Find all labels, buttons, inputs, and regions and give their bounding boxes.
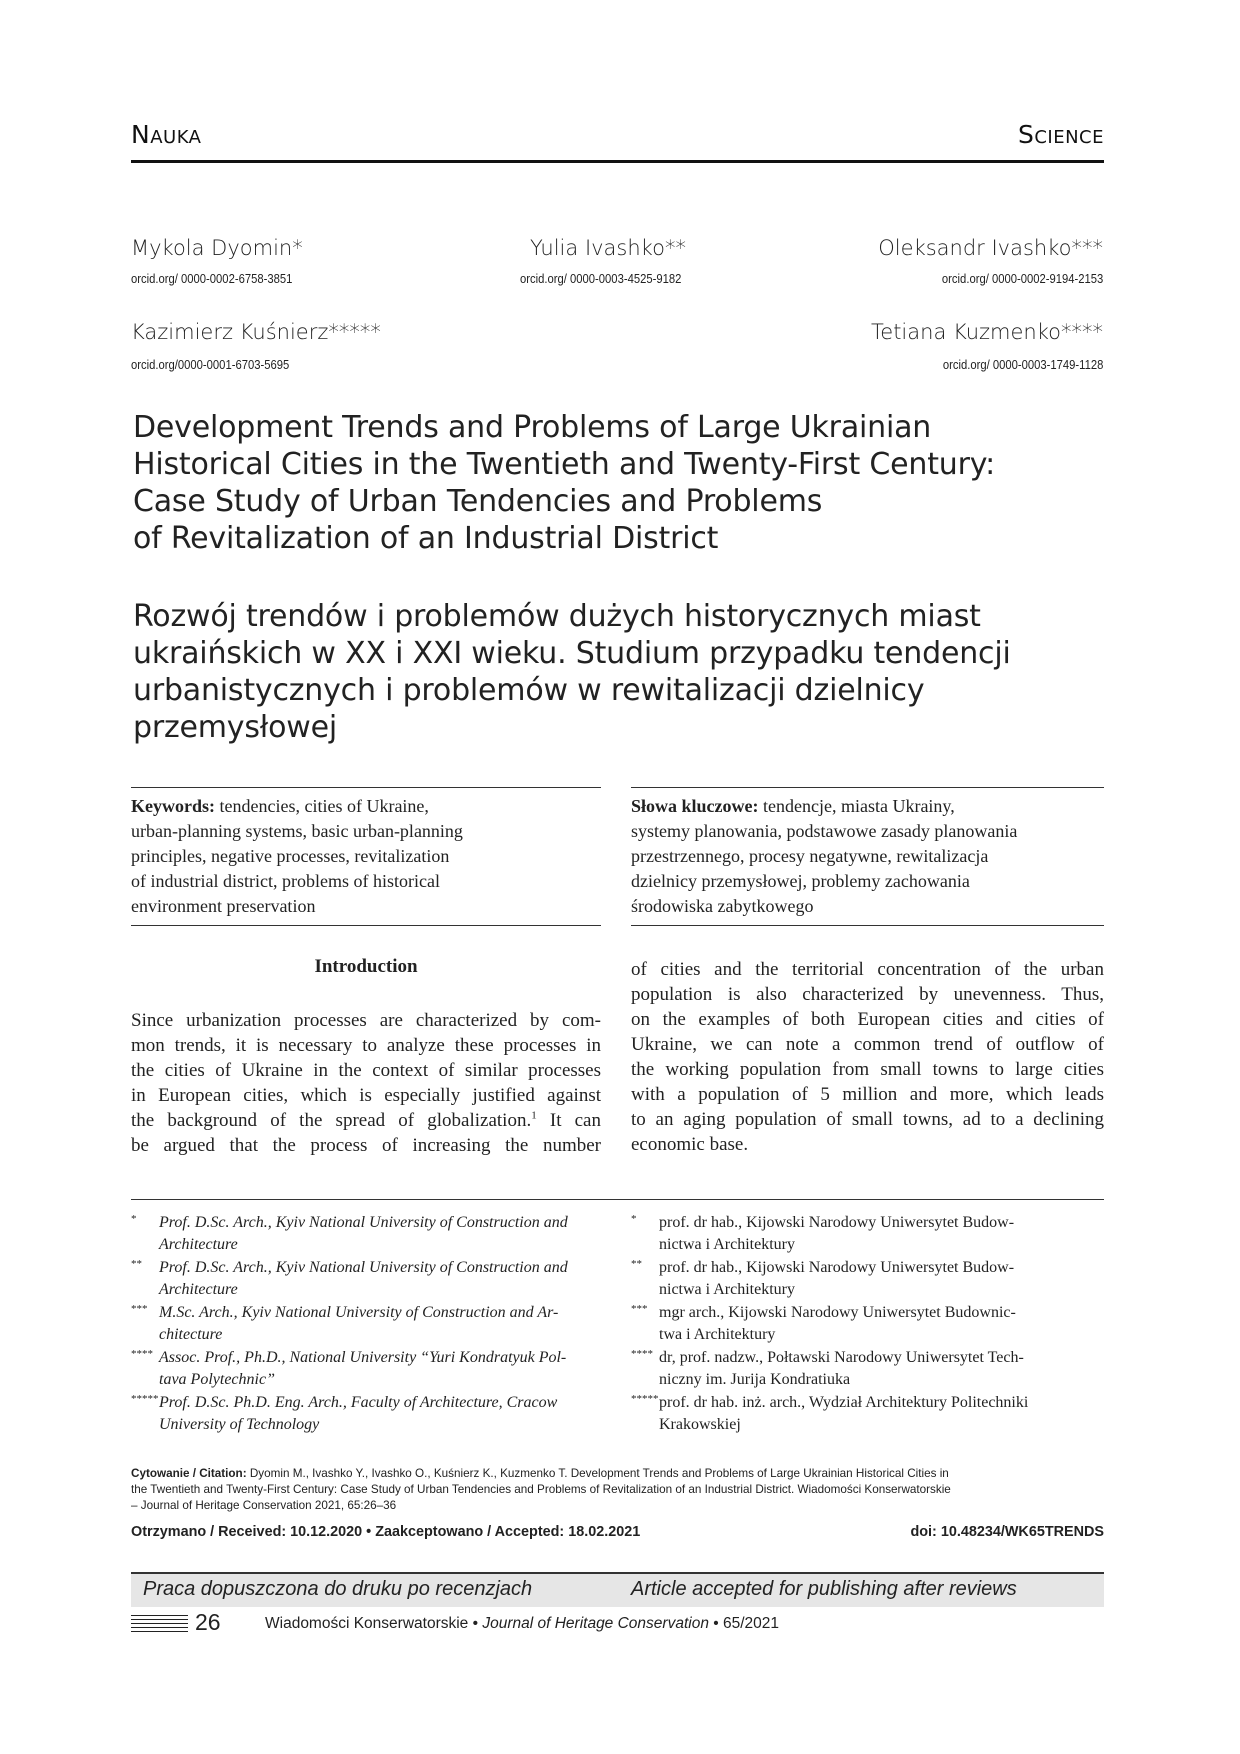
body-line: the working population from small towns to large cities xyxy=(631,1059,1104,1080)
doi-link[interactable]: doi: 10.48234/WK65TRENDS xyxy=(910,1524,1104,1540)
footnotes-rule xyxy=(131,1199,1104,1200)
keywords-pl xyxy=(631,794,1104,919)
body-line: mon trends, it is necessary to analyze these processes in xyxy=(131,1035,601,1056)
footnote-line: twa i Architektury xyxy=(659,1326,776,1343)
keywords-line: systemy planowania, podstawowe zasady planowania xyxy=(631,821,1018,841)
body-line xyxy=(131,1108,601,1133)
keywords-line: przestrzennego, procesy negatywne, rewitalizacja xyxy=(631,846,989,866)
body-line: with a population of 5 million and more, which leads xyxy=(631,1084,1104,1105)
author-orcid[interactable]: orcid.org/ 0000-0003-4525-9182 xyxy=(520,272,682,286)
section-label-left: Nauka xyxy=(131,120,202,149)
title-line: przemysłowej xyxy=(133,710,337,745)
footnote-line: prof. dr hab., Kijowski Narodowy Uniwersytet Budow- xyxy=(659,1214,1015,1231)
footnote-line: Prof. D.Sc. Ph.D. Eng. Arch., Faculty of Architecture, Cracow xyxy=(159,1394,558,1411)
header-rule xyxy=(131,160,1104,163)
body-line: in European cities, which is especially justified against xyxy=(131,1085,601,1106)
footnote-mark: **** xyxy=(131,1348,153,1360)
body-column-left xyxy=(131,1008,601,1158)
footnote-mark: *** xyxy=(131,1303,148,1315)
author-name: Oleksandr Ivashko*** xyxy=(878,236,1103,260)
footnote-mark: ** xyxy=(131,1258,142,1270)
keywords-rule-bottom xyxy=(631,925,1104,926)
footnote xyxy=(131,1212,601,1256)
keywords-line xyxy=(131,794,601,819)
citation-text: Dyomin M., Ivashko Y., Ivashko O., Kuśnierz K., Kuzmenko T. Development Trends and Problems of Large Ukrainian Historical Cities in xyxy=(246,1467,949,1480)
keywords-line: environment preservation xyxy=(131,896,316,916)
footnotes-pl xyxy=(631,1212,1104,1442)
body-line: the cities of Ukraine in the context of similar processes xyxy=(131,1060,601,1081)
citation xyxy=(131,1466,1106,1514)
keywords-rule-top xyxy=(631,787,1104,788)
footnote-mark: * xyxy=(631,1213,637,1225)
body-line: population is also characterized by unevenness. Thus, xyxy=(631,984,1104,1005)
keywords-label: Keywords: xyxy=(131,796,215,816)
footnote xyxy=(631,1212,1104,1256)
footnote-line: chitecture xyxy=(159,1326,223,1343)
title-line: ukraińskich w XX i XXI wieku. Studium przypadku tendencji xyxy=(133,636,1011,671)
footnote-line: dr, prof. nadzw., Połtawski Narodowy Uniwersytet Tech- xyxy=(659,1349,1024,1366)
footnote xyxy=(131,1257,601,1301)
footnote xyxy=(131,1392,601,1436)
body-column-right xyxy=(631,957,1104,1157)
journal-name-en: Journal of Heritage Conservation xyxy=(482,1615,709,1632)
journal-issue: • 65/2021 xyxy=(708,1615,780,1632)
footnote-line: prof. dr hab. inż. arch., Wydział Architektury Politechniki xyxy=(659,1394,1029,1411)
footnote-line: mgr arch., Kijowski Narodowy Uniwersytet Budownic- xyxy=(659,1304,1016,1321)
article-title-pl xyxy=(133,598,1093,746)
author-name: Yulia Ivashko** xyxy=(530,236,686,260)
footnote-mark: *** xyxy=(631,1303,648,1315)
keywords-label: Słowa kluczowe: xyxy=(631,796,759,816)
title-line: urbanistycznych i problemów w rewitalizacji dzielnicy xyxy=(133,673,925,708)
author-orcid[interactable]: orcid.org/ 0000-0002-9194-2153 xyxy=(941,272,1103,286)
keywords-text: tendencies, cities of Ukraine, xyxy=(215,796,429,816)
keywords-line: środowiska zabytkowego xyxy=(631,896,814,916)
section-heading: Introduction xyxy=(314,956,418,977)
footnote-line: University of Technology xyxy=(159,1416,320,1433)
body-text: the background of the spread of globalization. xyxy=(131,1110,532,1131)
keywords-en xyxy=(131,794,601,919)
body-text: It can xyxy=(536,1110,601,1131)
citation-line: the Twentieth and Twenty-First Century: Case Study of Urban Tendencies and Problems of Revitalization of an Industrial District. Wiadomości Konserwatorskie xyxy=(131,1483,951,1496)
footnote-line: Prof. D.Sc. Arch., Kyiv National University of Construction and xyxy=(159,1259,568,1276)
keywords-line: of industrial district, problems of historical xyxy=(131,871,440,891)
received-accepted-dates: Otrzymano / Received: 10.12.2020 • Zaakceptowano / Accepted: 18.02.2021 xyxy=(131,1524,641,1540)
body-line: economic base. xyxy=(631,1134,749,1155)
footnote xyxy=(631,1392,1104,1436)
review-note-pl: Praca dopuszczona do druku po recenzjach xyxy=(143,1578,533,1600)
keywords-line: urban-planning systems, basic urban-planning xyxy=(131,821,463,841)
footnote-line: Architecture xyxy=(159,1236,238,1253)
footnote-line: nictwa i Architektury xyxy=(659,1236,795,1253)
author-name: Mykola Dyomin* xyxy=(131,236,303,260)
title-line: Rozwój trendów i problemów dużych historycznych miast xyxy=(133,599,981,634)
footnote xyxy=(131,1347,601,1391)
author-name: Kazimierz Kuśnierz***** xyxy=(131,320,381,344)
body-line: to an aging population of small towns, ad to a declining xyxy=(631,1109,1104,1130)
body-line: Since urbanization processes are characterized by com- xyxy=(131,1010,601,1031)
footnote xyxy=(131,1302,601,1346)
citation-line xyxy=(131,1466,1106,1482)
footnote-mark: ** xyxy=(631,1258,642,1270)
footnote-mark: ***** xyxy=(631,1393,659,1405)
body-line: Ukraine, we can note a common trend of outflow of xyxy=(631,1034,1104,1055)
review-note-en: Article accepted for publishing after reviews xyxy=(631,1578,1017,1600)
footnotes-en xyxy=(131,1212,601,1442)
author-orcid[interactable]: orcid.org/0000-0001-6703-5695 xyxy=(131,358,290,372)
footnote-line: M.Sc. Arch., Kyiv National University of Construction and Ar- xyxy=(159,1304,559,1321)
title-line: Development Trends and Problems of Large Ukrainian xyxy=(133,410,932,445)
author-name: Tetiana Kuzmenko**** xyxy=(871,320,1103,344)
citation-label: Cytowanie / Citation: xyxy=(131,1467,247,1480)
section-label-right: Science xyxy=(1017,120,1104,149)
footnote xyxy=(631,1347,1104,1391)
article-title-en xyxy=(133,409,1093,557)
keywords-rule-bottom xyxy=(131,925,601,926)
journal-name xyxy=(265,1615,779,1633)
footnote-mark: * xyxy=(131,1213,137,1225)
body-line: on the examples of both European cities and cities of xyxy=(631,1009,1104,1030)
keywords-rule-top xyxy=(131,787,601,788)
body-line: be argued that the process of increasing the number xyxy=(131,1135,601,1156)
page-number-lines-icon xyxy=(131,1615,188,1634)
author-orcid[interactable]: orcid.org/ 0000-0003-1749-1128 xyxy=(942,358,1103,372)
footnote-reference[interactable]: 1 xyxy=(531,1109,537,1122)
keywords-text: tendencje, miasta Ukrainy, xyxy=(758,796,955,816)
keywords-line: principles, negative processes, revitalization xyxy=(131,846,450,866)
footnote xyxy=(631,1302,1104,1346)
footnote xyxy=(631,1257,1104,1301)
footnote-mark: **** xyxy=(631,1348,653,1360)
keywords-line: dzielnicy przemysłowej, problemy zachowania xyxy=(631,871,970,891)
footnote-line: nictwa i Architektury xyxy=(659,1281,795,1298)
body-line: of cities and the territorial concentration of the urban xyxy=(631,959,1104,980)
title-line: of Revitalization of an Industrial District xyxy=(133,521,719,556)
page-number: 26 xyxy=(195,1609,221,1635)
footnote-line: Architecture xyxy=(159,1281,238,1298)
citation-line: – Journal of Heritage Conservation 2021, 65:26–36 xyxy=(131,1499,397,1512)
footnote-line: Assoc. Prof., Ph.D., National University “Yuri Kondratyuk Pol- xyxy=(159,1349,567,1366)
footnote-line: niczny im. Jurija Kondratiuka xyxy=(659,1371,851,1388)
title-line: Historical Cities in the Twentieth and Twenty-First Century: xyxy=(133,447,995,482)
journal-name-pl: Wiadomości Konserwatorskie • xyxy=(265,1615,483,1632)
keywords-line xyxy=(631,794,1104,819)
footnote-line: Krakowskiej xyxy=(659,1416,741,1433)
footnote-mark: ***** xyxy=(131,1393,159,1405)
footnote-line: prof. dr hab., Kijowski Narodowy Uniwersytet Budow- xyxy=(659,1259,1015,1276)
author-orcid[interactable]: orcid.org/ 0000-0002-6758-3851 xyxy=(131,272,293,286)
title-line: Case Study of Urban Tendencies and Problems xyxy=(133,484,823,519)
footnote-line: Prof. D.Sc. Arch., Kyiv National University of Construction and xyxy=(159,1214,568,1231)
footnote-line: tava Polytechnic” xyxy=(159,1371,275,1388)
